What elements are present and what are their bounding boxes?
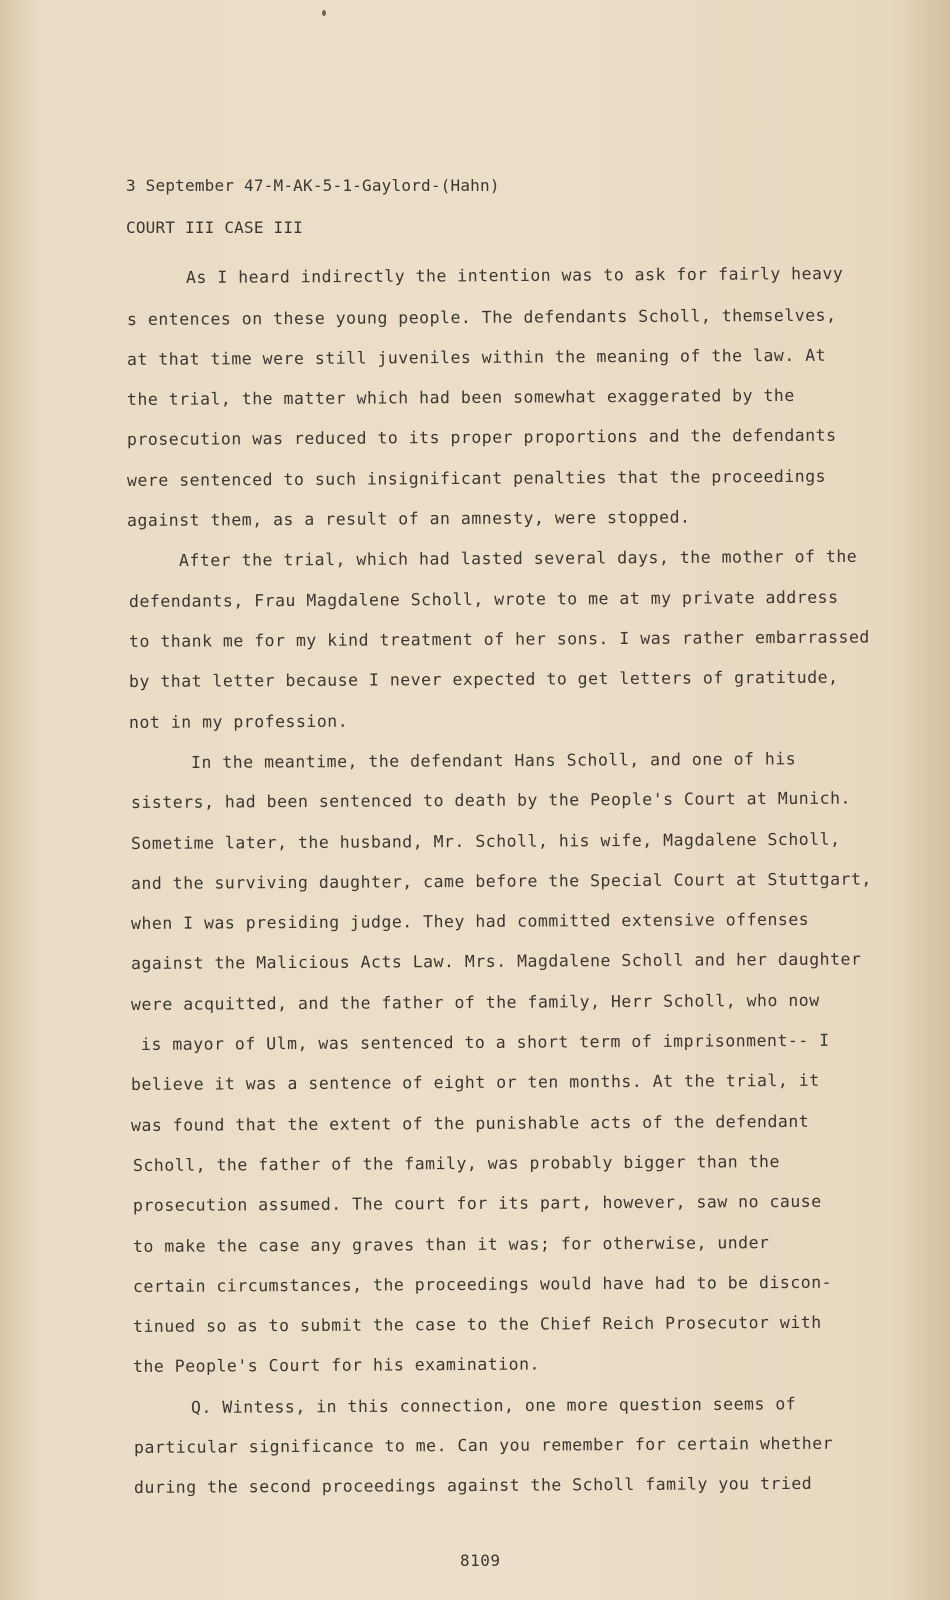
text-line: during the second proceedings against the Scholl family you tried [133, 1473, 813, 1497]
page-number: 8109 [460, 1551, 501, 1570]
text-line: prosecution assumed. The court for its part, however, saw no cause [132, 1191, 822, 1215]
text-line: by that letter because I never expected to get letters of gratitude, [128, 667, 839, 691]
text-line: After the trial, which had lasted several days, the mother of the [178, 546, 858, 570]
text-line: sisters, had been sentenced to death by the People's Court at Munich. [130, 788, 851, 812]
text-line: is mayor of Ulm, was sentenced to a short term of imprisonment-- I [140, 1030, 830, 1054]
text-line: was found that the extent of the punishable acts of the defendant [130, 1111, 810, 1135]
text-line: defendants, Frau Magdalene Scholl, wrote to me at my private address [128, 587, 839, 611]
text-line: and the surviving daughter, came before the Special Court at Stuttgart, [130, 869, 872, 893]
ink-speck [322, 10, 326, 16]
text-line: against them, as a result of an amnesty, were stopped. [126, 507, 691, 530]
text-line: tinued so as to submit the case to the Chief Reich Prosecutor with [132, 1312, 822, 1336]
text-line: In the meantime, the defendant Hans Scholl, and one of his [190, 749, 797, 772]
text-line: at that time were still juveniles within the meaning of the law. At [126, 345, 827, 369]
text-line: were acquitted, and the father of the family, Herr Scholl, who now [130, 990, 820, 1014]
text-line: when I was presiding judge. They had committed extensive offenses [130, 909, 810, 933]
text-line: s entences on these young people. The defendants Scholl, themselves, [126, 305, 837, 329]
text-line: against the Malicious Acts Law. Mrs. Magdalene Scholl and her daughter [130, 949, 862, 973]
text-line: Scholl, the father of the family, was probably bigger than the [132, 1152, 780, 1175]
text-line: to make the case any graves than it was; for otherwise, under [132, 1233, 770, 1256]
text-line: Q. Wintess, in this connection, one more question seems of [190, 1394, 797, 1417]
document-reference: 3 September 47-M-AK-5-1-Gaylord-(Hahn) [126, 176, 500, 195]
text-line: certain circumstances, the proceedings would have had to be discon- [132, 1272, 833, 1296]
text-line: Sometime later, the husband, Mr. Scholl, his wife, Magdalene Scholl, [130, 829, 841, 853]
court-case-heading: COURT III CASE III [126, 218, 303, 237]
text-line: believe it was a sentence of eight or ten months. At the trial, it [130, 1070, 820, 1094]
text-line: the People's Court for his examination. [132, 1354, 540, 1376]
text-line: prosecution was reduced to its proper proportions and the defendants [126, 425, 837, 449]
text-line: particular significance to me. Can you remember for certain whether [133, 1433, 834, 1457]
text-line: were sentenced to such insignificant penalties that the proceedings [126, 466, 827, 490]
text-line: the trial, the matter which had been somewhat exaggerated by the [126, 385, 795, 409]
text-line: As I heard indirectly the intention was to ask for fairly heavy [185, 263, 844, 287]
text-line: to thank me for my kind treatment of her sons. I was rather embarrassed [128, 627, 870, 651]
text-line: not in my profession. [128, 711, 349, 732]
